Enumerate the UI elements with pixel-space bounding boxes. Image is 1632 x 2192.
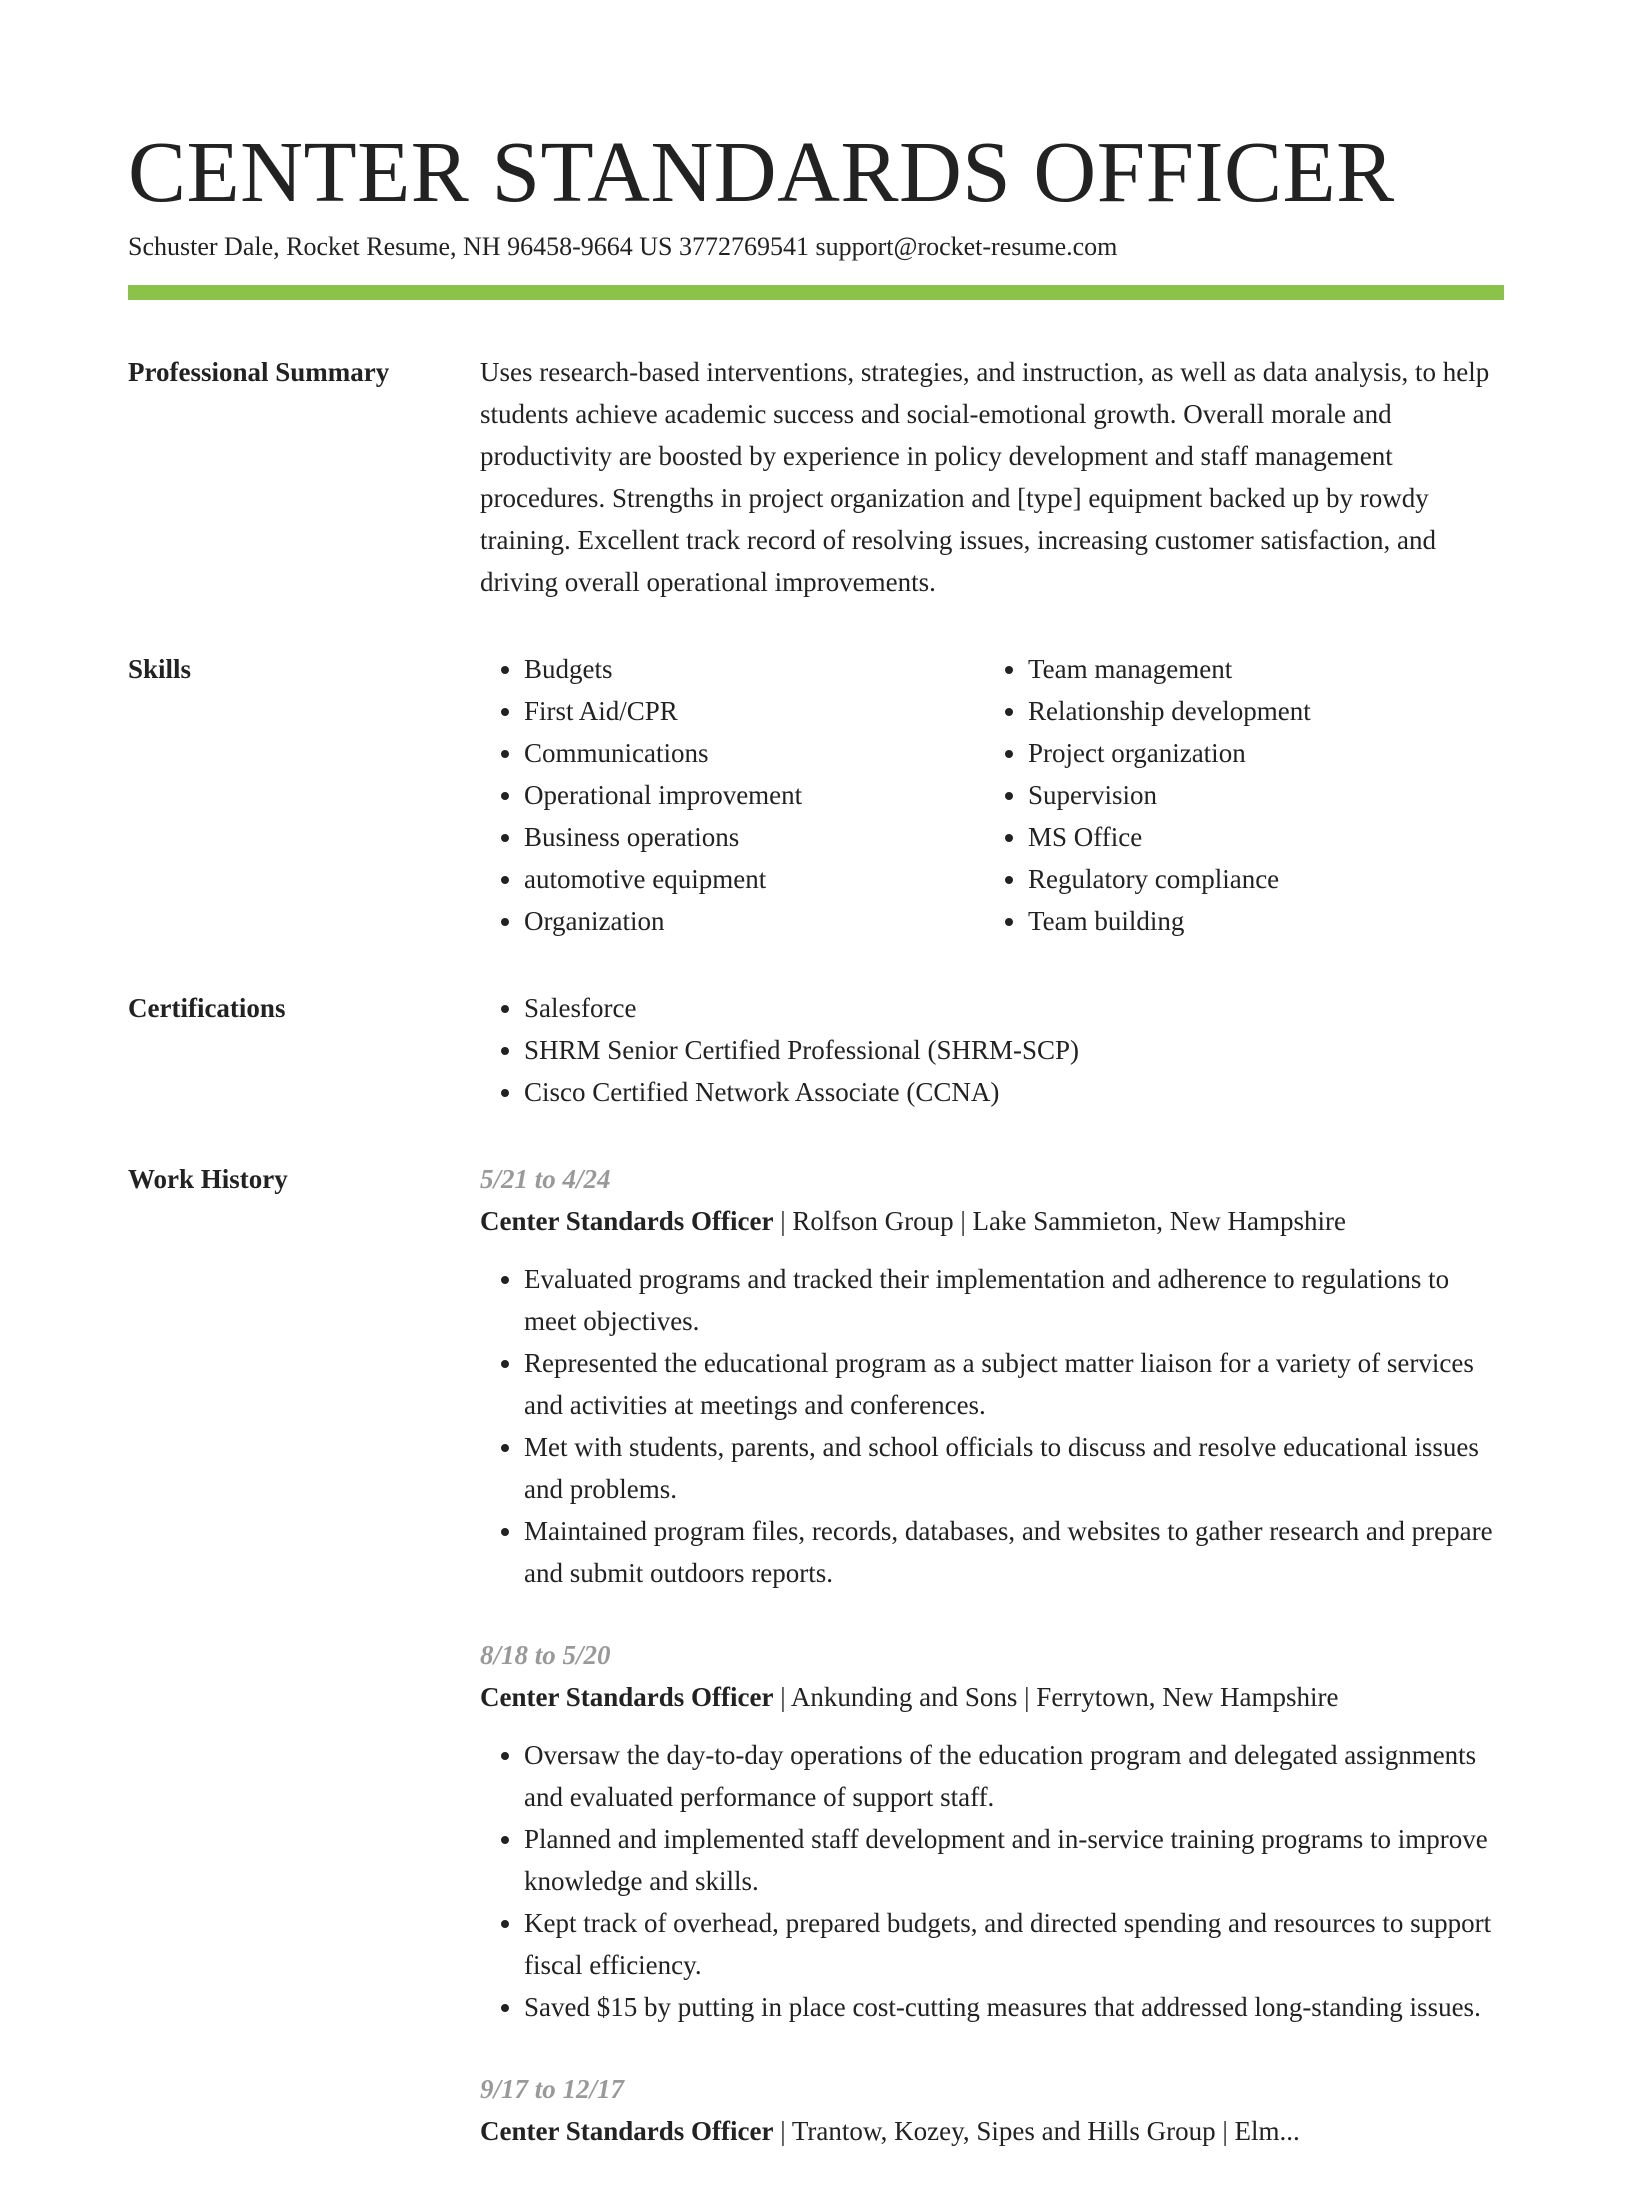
job-entry <box>480 1158 1504 1594</box>
skill-item: • First Aid/CPR <box>524 690 984 732</box>
summary-text: Uses research-based interventions, strategies, and instruction, as well as data analysis, to help students achieve academic success and social-emotional growth. Overall morale and productivity are boosted by experience in policy development and staff management procedures. Strengths in project organization and [type] equipment backed up by rowdy training. Excellent track record of resolving issues, increasing customer satisfaction, and driving overall operational improvements. <box>480 357 1490 597</box>
skill-item: • Regulatory compliance <box>1028 858 1488 900</box>
job-entry <box>480 1634 1504 2028</box>
skill-item: • MS Office <box>1028 816 1488 858</box>
certifications-heading: Certifications <box>128 993 286 1023</box>
header-divider <box>128 285 1504 300</box>
work-history-heading: Work History <box>128 1164 288 1194</box>
skill-item: • Relationship development <box>1028 690 1488 732</box>
job-entry <box>480 2068 1504 2152</box>
job-bullet: • Oversaw the day-to-day operations of the education program and delegated assignments and evaluated performance of support staff. <box>524 1734 1504 1818</box>
job-dates: 9/17 to 12/17 <box>480 2074 625 2104</box>
skill-item: • Budgets <box>524 648 984 690</box>
job-bullet: • Evaluated programs and tracked their implementation and adherence to regulations to meet objectives. <box>524 1258 1504 1342</box>
job-dates: 8/18 to 5/20 <box>480 1640 611 1670</box>
job-heading <box>480 1200 1504 1242</box>
job-bullet: • Saved $15 by putting in place cost-cutting measures that addressed long-standing issues. <box>524 1986 1504 2028</box>
skill-item: • Team building <box>1028 900 1488 942</box>
skills-grid <box>480 648 1504 942</box>
skill-item: • Communications <box>524 732 984 774</box>
skill-item: • Supervision <box>1028 774 1488 816</box>
skill-item: • Team management <box>1028 648 1488 690</box>
skill-item: • automotive equipment <box>524 858 984 900</box>
job-title: Center Standards Officer <box>480 1206 774 1236</box>
job-details: | Trantow, Kozey, Sipes and Hills Group | Elm... <box>773 2116 1300 2146</box>
certification-item: • SHRM Senior Certified Professional (SHRM-SCP) <box>524 1029 1504 1071</box>
job-bullet: • Maintained program files, records, databases, and websites to gather research and prepare and submit outdoors reports. <box>524 1510 1504 1594</box>
skills-list-left <box>480 648 984 942</box>
job-bullet: • Met with students, parents, and school officials to discuss and resolve educational issues and problems. <box>524 1426 1504 1510</box>
skill-item: • Operational improvement <box>524 774 984 816</box>
skill-item: • Business operations <box>524 816 984 858</box>
resume-page <box>128 0 1504 2192</box>
summary-heading: Professional Summary <box>128 357 390 387</box>
work-history-section <box>128 1158 1504 2192</box>
job-dates: 5/21 to 4/24 <box>480 1164 611 1194</box>
certification-item: • Salesforce <box>524 987 1504 1029</box>
contact-line: Schuster Dale, Rocket Resume, NH 96458-9664 US 3772769541 support@rocket-resume.com <box>128 232 1118 261</box>
job-bullets <box>480 1734 1504 2028</box>
certifications-section <box>128 987 1504 1113</box>
job-bullet: • Planned and implemented staff development and in-service training programs to improve knowledge and skills. <box>524 1818 1504 1902</box>
job-bullet: • Kept track of overhead, prepared budgets, and directed spending and resources to support fiscal efficiency. <box>524 1902 1504 1986</box>
job-details: | Ankunding and Sons | Ferrytown, New Hampshire <box>773 1682 1339 1712</box>
certifications-list <box>480 987 1504 1113</box>
certification-item: • Cisco Certified Network Associate (CCNA) <box>524 1071 1504 1113</box>
job-title: Center Standards Officer <box>480 1682 774 1712</box>
skills-section <box>128 648 1504 942</box>
skill-item: • Project organization <box>1028 732 1488 774</box>
skills-heading: Skills <box>128 654 192 684</box>
job-bullet: • Represented the educational program as a subject matter liaison for a variety of services and activities at meetings and conferences. <box>524 1342 1504 1426</box>
job-details: | Rolfson Group | Lake Sammieton, New Hampshire <box>773 1206 1346 1236</box>
job-title: Center Standards Officer <box>480 2116 774 2146</box>
skills-list-right <box>984 648 1488 942</box>
job-bullets <box>480 1258 1504 1594</box>
job-heading <box>480 1676 1504 1718</box>
job-heading <box>480 2110 1504 2152</box>
summary-section <box>128 351 1504 603</box>
skill-item: • Organization <box>524 900 984 942</box>
resume-title: CENTER STANDARDS OFFICER <box>128 123 1395 220</box>
